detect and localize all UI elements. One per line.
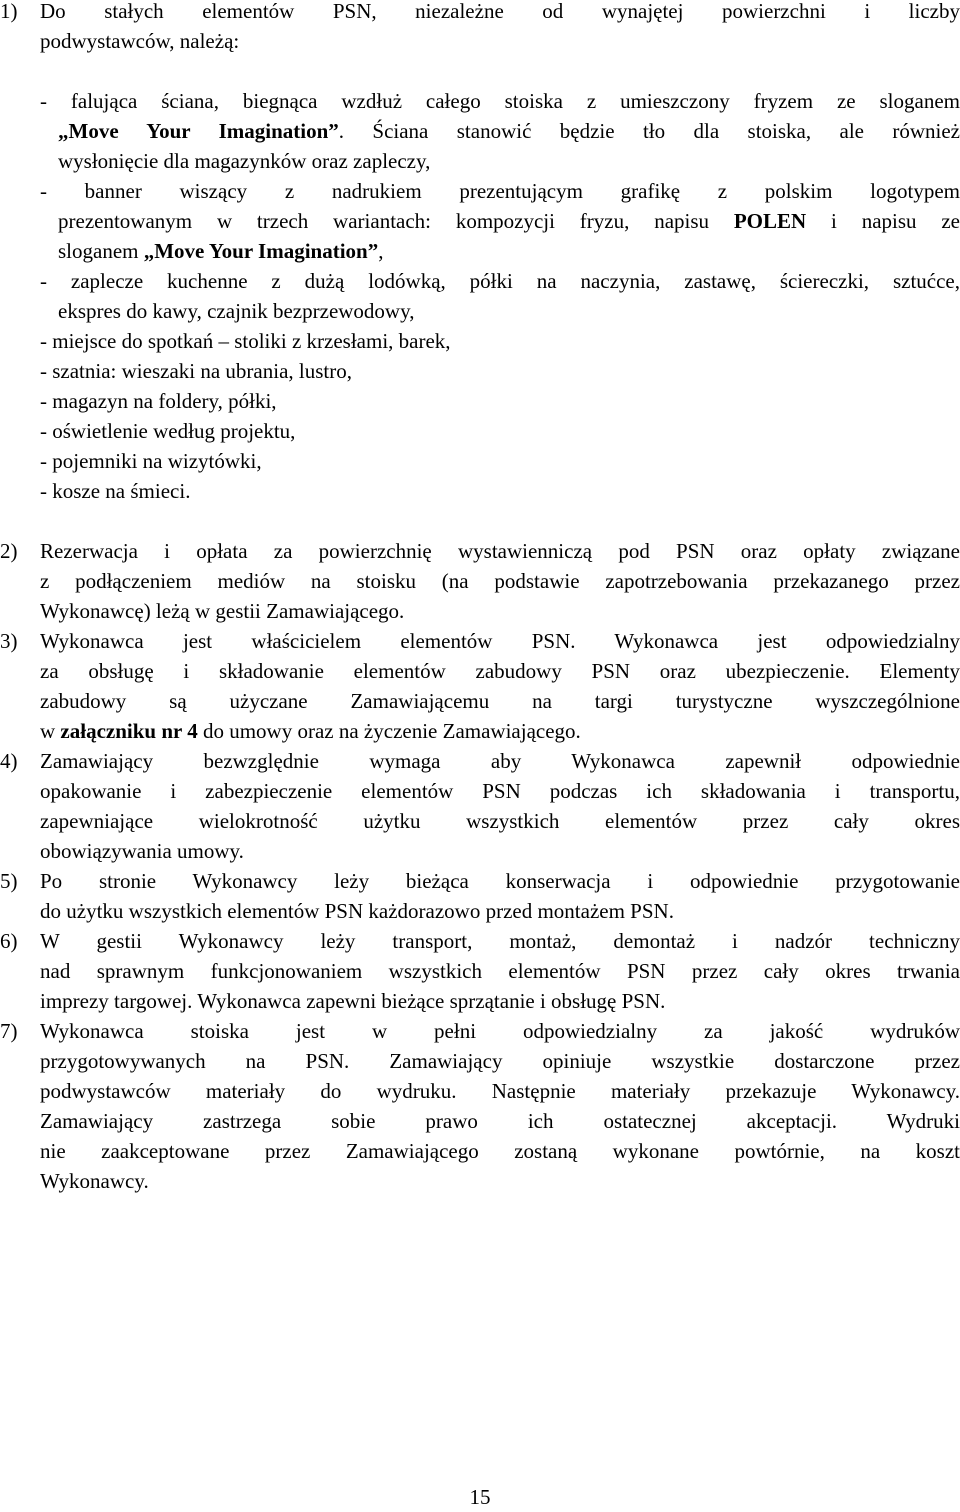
section-7-text: przygotowywanych na PSN. Zamawiający opiniuje wszystkie dostarczone przez	[40, 1049, 960, 1073]
section-1-text: podwystawców, należą:	[40, 29, 240, 53]
slogan-text: „Move Your Imagination”	[58, 119, 339, 143]
page-number: 15	[469, 1485, 491, 1509]
section-7-line-6	[0, 1166, 960, 1196]
section-3-line-1	[0, 626, 960, 656]
section-1-line-2	[0, 26, 960, 56]
section-4-line-1	[0, 746, 960, 776]
section-5-line-1	[0, 866, 960, 896]
section-4-line-2	[0, 776, 960, 806]
section-4-text: zapewniające wielokrotność użytku wszystkich elementów przez cały okres	[40, 809, 960, 833]
section-number: 1)	[0, 0, 18, 23]
storage-line	[0, 386, 960, 416]
section-7-text: Zamawiający zastrzega sobie prawo ich ostatecznej akceptacji. Wydruki	[40, 1109, 960, 1133]
section-4-text: Zamawiający bezwzględnie wymaga aby Wykonawca zapewnił odpowiednie	[40, 749, 960, 773]
section-7-line-5	[0, 1136, 960, 1166]
section-3-line-3	[0, 686, 960, 716]
section-4-line-4	[0, 836, 960, 866]
section-number: 5)	[0, 869, 18, 893]
section-5-line-2	[0, 896, 960, 926]
section-2-line-1	[0, 536, 960, 566]
list-item-text: i napisu ze	[806, 209, 960, 233]
list-item-text: ,	[378, 239, 384, 263]
list-item	[58, 116, 960, 146]
section-3-text: za obsługę i składowanie elementów zabudowy PSN oraz ubezpieczenie. Elementy	[40, 659, 960, 683]
section-number: 2)	[0, 539, 18, 563]
polen-text: POLEN	[733, 209, 807, 233]
section-6-line-1	[0, 926, 960, 956]
lighting-line	[0, 416, 960, 446]
section-7-text: podwystawców materiały do wydruku. Następnie materiały przekazuje Wykonawcy.	[40, 1079, 960, 1103]
slogan-text: „Move Your Imagination”	[143, 239, 379, 263]
list-item: - miejsce do spotkań – stoliki z krzesłami, barek,	[40, 329, 451, 353]
banner-line-3	[0, 236, 960, 266]
kitchen-line-1	[0, 266, 960, 296]
section-4-text: obowiązywania umowy.	[40, 839, 244, 863]
bins-line	[0, 476, 960, 506]
section-number: 4)	[0, 749, 18, 773]
section-2-line-3	[0, 596, 960, 626]
section-1-line-1	[0, 0, 960, 26]
wall-line-2	[0, 116, 960, 146]
kitchen-line-2	[0, 296, 960, 326]
list-item: - falująca ściana, biegnąca wzdłuż całego stoiska z umieszczony fryzem ze sloganem	[40, 89, 960, 113]
section-number: 7)	[0, 1019, 18, 1043]
section-6-line-3	[0, 986, 960, 1016]
section-2-text: Rezerwacja i opłata za powierzchnię wystawienniczą pod PSN oraz opłaty związane	[40, 539, 960, 563]
list-item	[58, 206, 960, 236]
list-item: - banner wiszący z nadrukiem prezentującym grafikę z polskim logotypem	[40, 179, 960, 203]
list-item: - szatnia: wieszaki na ubrania, lustro,	[40, 359, 352, 383]
section-6-line-2	[0, 956, 960, 986]
list-item-text: sloganem	[58, 239, 144, 263]
list-item: - oświetlenie według projektu,	[40, 419, 296, 443]
section-1-text: Do stałych elementów PSN, niezależne od wynajętej powierzchni i liczby	[40, 0, 960, 23]
section-4-text: opakowanie i zabezpieczenie elementów PSN podczas ich składowania i transportu,	[40, 779, 960, 803]
section-2-line-2	[0, 566, 960, 596]
meeting-line	[0, 326, 960, 356]
section-7-line-3	[0, 1076, 960, 1106]
section-3-text-part: do umowy oraz na życzenie Zamawiającego.	[197, 719, 581, 743]
section-number: 3)	[0, 629, 18, 653]
list-item: - pojemniki na wizytówki,	[40, 449, 262, 473]
section-7-text: Wykonawca stoiska jest w pełni odpowiedzialny za jakość wydruków	[40, 1019, 960, 1043]
banner-line-1	[0, 176, 960, 206]
section-3-line-4	[0, 716, 960, 746]
section-3-text	[40, 716, 581, 746]
section-3-text: zabudowy są użyczane Zamawiającemu na targi turystyczne wyszczególnione	[40, 689, 960, 713]
list-item-text: wysłonięcie dla magazynków oraz zapleczy,	[58, 149, 431, 173]
wall-line-1	[0, 86, 960, 116]
list-item-text: prezentowanym w trzech wariantach: kompozycji fryzu, napisu	[58, 209, 734, 233]
section-6-text: W gestii Wykonawcy leży transport, montaż, demontaż i nadzór techniczny	[40, 929, 960, 953]
section-6-text: nad sprawnym funkcjonowaniem wszystkich elementów PSN przez cały okres trwania	[40, 959, 960, 983]
list-item: ekspres do kawy, czajnik bezprzewodowy,	[58, 299, 415, 323]
list-item: - zaplecze kuchenne z dużą lodówką, półki na naczynia, zastawę, ściereczki, sztućce,	[40, 269, 960, 293]
section-3-text-part: w	[40, 719, 61, 743]
section-6-text: imprezy targowej. Wykonawca zapewni bieżące sprzątanie i obsługę PSN.	[40, 989, 666, 1013]
section-2-text: Wykonawcę) leżą w gestii Zamawiającego.	[40, 599, 405, 623]
attachment-reference: załączniku nr 4	[60, 719, 198, 743]
cards-line	[0, 446, 960, 476]
list-item	[58, 236, 384, 266]
section-3-line-2	[0, 656, 960, 686]
section-5-text: Po stronie Wykonawcy leży bieżąca konserwacja i odpowiednie przygotowanie	[40, 869, 960, 893]
section-2-text: z podłączeniem mediów na stoisku (na podstawie zapotrzebowania przekazanego przez	[40, 569, 960, 593]
section-number: 6)	[0, 929, 18, 953]
section-3-text: Wykonawca jest właścicielem elementów PSN. Wykonawca jest odpowiedzialny	[40, 629, 960, 653]
section-7-line-2	[0, 1046, 960, 1076]
list-item-text: . Ściana stanowić będzie tło dla stoiska, ale również	[338, 119, 960, 143]
section-7-line-4	[0, 1106, 960, 1136]
wall-line-3	[0, 146, 960, 176]
cloakroom-line	[0, 356, 960, 386]
list-item: - magazyn na foldery, półki,	[40, 389, 277, 413]
section-5-text: do użytku wszystkich elementów PSN każdorazowo przed montażem PSN.	[40, 899, 674, 923]
section-7-text: nie zaakceptowane przez Zamawiającego zostaną wykonane powtórnie, na koszt	[40, 1139, 960, 1163]
section-7-text: Wykonawcy.	[40, 1169, 149, 1193]
list-item: - kosze na śmieci.	[40, 479, 191, 503]
section-7-line-1	[0, 1016, 960, 1046]
section-4-line-3	[0, 806, 960, 836]
banner-line-2	[0, 206, 960, 236]
